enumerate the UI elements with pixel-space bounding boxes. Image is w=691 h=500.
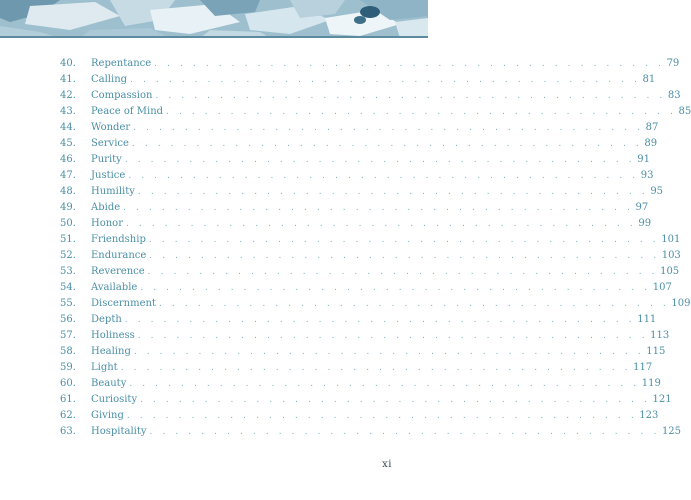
toc-dot-leader: . . . . . . . . . . . . . . . . . . . . . . . . . . . . . . . . . . . . . . . . [126,411,638,421]
toc-entry-title: Endurance [91,250,147,261]
toc-entry-title: Repentance [91,58,152,69]
toc-entry-page: 89 [644,138,658,149]
toc-dot-leader: . . . . . . . . . . . . . . . . . . . . . . . . . . . . . . . . . . . . . . . . [140,283,651,293]
toc-entry-page: 97 [635,202,649,213]
toc-entry-number: 60. [60,378,76,389]
toc-entry-number: 40. [60,58,76,69]
toc-entry-number: 53. [60,266,76,277]
toc-entry-number: 45. [60,138,76,149]
toc-entry [60,344,666,360]
toc-entry [60,184,664,200]
toc-entry-page: 107 [652,282,672,293]
toc-entry-title: Justice [91,170,126,181]
toc-entry [60,232,681,248]
toc-entry-page: 83 [667,90,681,101]
toc-entry-number: 63. [60,426,76,437]
toc-entry-number: 41. [60,74,76,85]
toc-dot-leader: . . . . . . . . . . . . . . . . . . . . . . . . . . . . . . . . . . . . . . . . [148,235,660,245]
toc-entry [60,72,656,88]
toc-entry-title: Compassion [91,90,153,101]
toc-entry-number: 42. [60,90,76,101]
toc-entry-title: Holiness [91,330,135,341]
toc-entry-title: Abide [91,202,121,213]
toc-dot-leader: . . . . . . . . . . . . . . . . . . . . . . . . . . . . . . . . . . . . . . . . [140,395,651,405]
abstract-watercolor-banner-icon [0,0,428,38]
toc-dot-leader: . . . . . . . . . . . . . . . . . . . . . . . . . . . . . . . . . . . . . . . . [166,107,677,117]
toc-entry [60,312,657,328]
toc-entry-title: Discernment [91,298,156,309]
toc-entry [60,200,649,216]
toc-entry-number: 52. [60,250,76,261]
toc-entry [60,424,682,440]
toc-entry [60,152,650,168]
toc-dot-leader: . . . . . . . . . . . . . . . . . . . . . . . . . . . . . . . . . . . . . . . . [123,203,634,213]
toc-dot-leader: . . . . . . . . . . . . . . . . . . . . . . . . . . . . . . . . . . . . . . . . [130,75,641,85]
toc-entry [60,264,680,280]
toc-entry [60,216,652,232]
toc-entry-number: 46. [60,154,76,165]
toc-dot-leader: . . . . . . . . . . . . . . . . . . . . . . . . . . . . . . . . . . . . . . . . [133,347,645,357]
toc-entry-title: Healing [91,346,131,357]
toc-entry-page: 109 [671,298,691,309]
toc-dot-leader: . . . . . . . . . . . . . . . . . . . . . . . . . . . . . . . . . . . . . . . . [158,299,670,309]
toc-entry-page: 125 [661,426,682,437]
toc-entry-title: Light [91,362,118,373]
toc-entry-page: 113 [650,330,670,341]
toc-entry-number: 43. [60,106,76,117]
toc-entry [60,104,691,120]
toc-entry-number: 58. [60,346,76,357]
toc-entry-title: Beauty [91,378,127,389]
toc-entry-page: 121 [652,394,672,405]
toc-entry-number: 61. [60,394,76,405]
toc-entry-title: Depth [91,314,122,325]
toc-dot-leader: . . . . . . . . . . . . . . . . . . . . . . . . . . . . . . . . . . . . . . . . [154,59,665,69]
toc-entry-page: 95 [650,186,664,197]
toc-dot-leader: . . . . . . . . . . . . . . . . . . . . . . . . . . . . . . . . . . . . . . . . [147,267,659,277]
toc-entry-title: Hospitality [91,426,147,437]
toc-entry-number: 56. [60,314,76,325]
toc-entry-page: 91 [637,154,650,165]
toc-entry-page: 79 [666,58,680,69]
toc-entry-page: 111 [637,314,657,325]
toc-entry-page: 81 [642,74,656,85]
toc-dot-leader: . . . . . . . . . . . . . . . . . . . . . . . . . . . . . . . . . . . . . . . . [155,91,666,101]
toc-entry-page: 123 [639,410,659,421]
toc-dot-leader: . . . . . . . . . . . . . . . . . . . . . . . . . . . . . . . . . . . . . . . . [137,187,649,197]
toc-entry [60,248,681,264]
toc-dot-leader: . . . . . . . . . . . . . . . . . . . . . . . . . . . . . . . . . . . . . . . . [125,219,637,229]
toc-dot-leader: . . . . . . . . . . . . . . . . . . . . . . . . . . . . . . . . . . . . . . . . [149,251,660,261]
toc-entry [60,136,658,152]
toc-dot-leader: . . . . . . . . . . . . . . . . . . . . . . . . . . . . . . . . . . . . . . . . [129,379,640,389]
toc-dot-leader: . . . . . . . . . . . . . . . . . . . . . . . . . . . . . . . . . . . . . . . . [133,123,644,133]
page-number: xi [382,459,392,470]
toc-entry-title: Calling [91,74,128,85]
toc-entry [60,408,659,424]
toc-entry-page: 119 [641,378,661,389]
toc-entry-page: 85 [678,106,691,117]
toc-entry-page: 105 [660,266,680,277]
toc-entry-title: Purity [91,154,122,165]
toc-entry-title: Friendship [91,234,146,245]
toc-entry [60,360,653,376]
header-banner-image [0,0,428,38]
toc-entry-number: 50. [60,218,76,229]
toc-entry-number: 49. [60,202,76,213]
toc-entry-number: 44. [60,122,76,133]
toc-dot-leader: . . . . . . . . . . . . . . . . . . . . . . . . . . . . . . . . . . . . . . . . [124,155,636,165]
toc-entry [60,328,670,344]
toc-entry [60,280,672,296]
toc-entry [60,56,680,72]
toc-entry-title: Peace of Mind [91,106,164,117]
toc-entry [60,392,672,408]
toc-entry-title: Humility [91,186,135,197]
table-of-contents [60,56,691,440]
toc-entry-title: Curiosity [91,394,138,405]
toc-entry-number: 48. [60,186,76,197]
toc-entry [60,168,654,184]
toc-entry-number: 57. [60,330,76,341]
toc-entry [60,120,659,136]
toc-entry-title: Service [91,138,129,149]
toc-entry-title: Giving [91,410,124,421]
toc-dot-leader: . . . . . . . . . . . . . . . . . . . . . . . . . . . . . . . . . . . . . . . . [120,363,632,373]
toc-entry-title: Wonder [91,122,131,133]
toc-entry-number: 59. [60,362,76,373]
toc-entry-page: 101 [661,234,681,245]
toc-entry-page: 115 [646,346,666,357]
toc-entry-page: 103 [661,250,681,261]
toc-entry-title: Available [91,282,138,293]
toc-entry-number: 51. [60,234,76,245]
toc-dot-leader: . . . . . . . . . . . . . . . . . . . . . . . . . . . . . . . . . . . . . . . . [131,139,643,149]
toc-dot-leader: . . . . . . . . . . . . . . . . . . . . . . . . . . . . . . . . . . . . . . . . [128,171,639,181]
toc-entry-page: 99 [638,218,652,229]
toc-dot-leader: . . . . . . . . . . . . . . . . . . . . . . . . . . . . . . . . . . . . . . . . [137,331,649,341]
toc-entry-number: 55. [60,298,76,309]
toc-entry-title: Honor [91,218,123,229]
toc-entry-number: 47. [60,170,76,181]
toc-entry-number: 62. [60,410,76,421]
toc-entry-page: 117 [633,362,653,373]
toc-entry [60,88,681,104]
toc-entry-page: 93 [640,170,654,181]
toc-entry-number: 54. [60,282,76,293]
toc-entry [60,296,691,312]
toc-dot-leader: . . . . . . . . . . . . . . . . . . . . . . . . . . . . . . . . . . . . . . . . [149,427,660,437]
toc-entry-page: 87 [645,122,659,133]
toc-dot-leader: . . . . . . . . . . . . . . . . . . . . . . . . . . . . . . . . . . . . . . . . [124,315,636,325]
toc-entry-title: Reverence [91,266,145,277]
toc-entry [60,376,661,392]
